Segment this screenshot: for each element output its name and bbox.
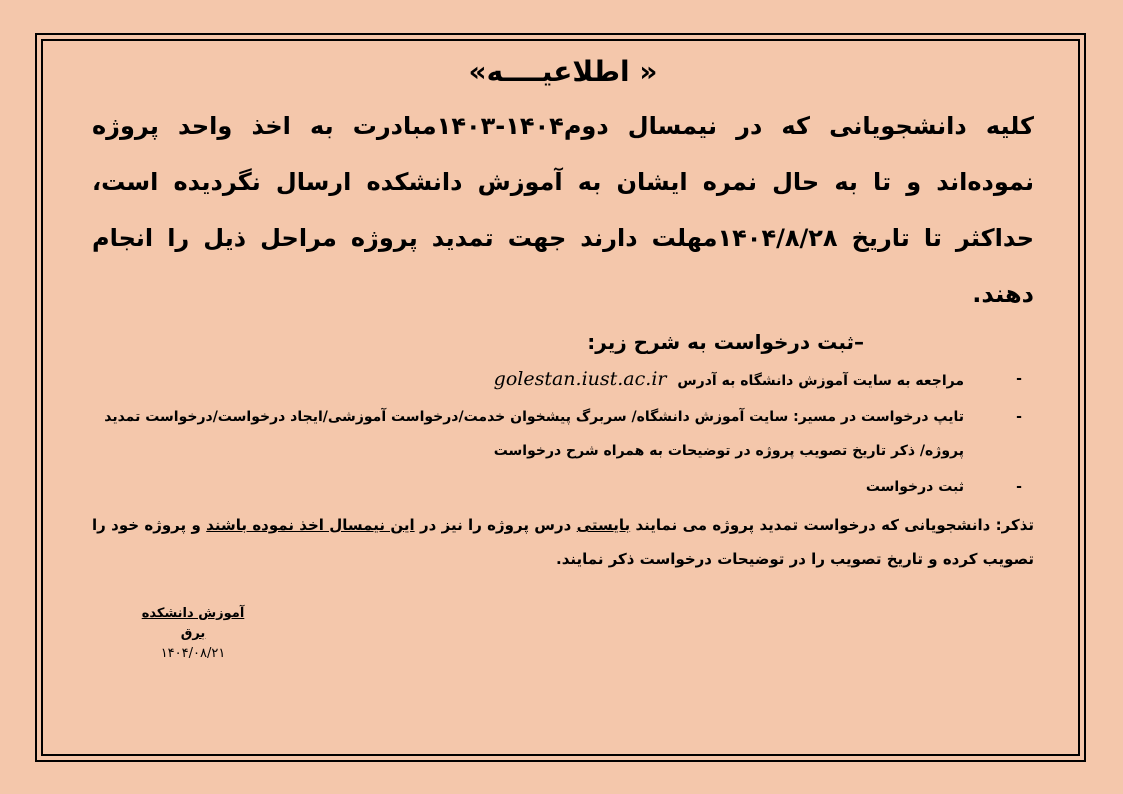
- step-bullet: -: [1016, 479, 1022, 495]
- step-item: [92, 470, 1034, 504]
- step-text: [92, 362, 1004, 398]
- step-text: ثبت درخواست: [865, 479, 964, 495]
- note-underlined-text: بایستی: [576, 516, 631, 534]
- notice-title: « اطلاعیــــه»: [468, 55, 658, 88]
- note-text: تذکر: دانشجویانی که درخواست تمدید پروژه می نمایند: [630, 516, 1035, 534]
- steps-heading: –ثبت درخواست به شرح زیر:: [587, 330, 864, 354]
- notice-content: [92, 44, 1034, 576]
- signature-office: آموزش دانشکده برق: [141, 606, 245, 641]
- note-text: درس پروژه را نیز در: [414, 516, 577, 534]
- step-bullet: -: [1016, 371, 1022, 387]
- step-item: [92, 362, 1034, 398]
- note-text: و پروژه خود را تصویب کرده و تاریخ تصویب را در توضیحات درخواست ذکر نمایند.: [92, 516, 1034, 568]
- signature-block: [128, 604, 258, 664]
- step-text: تایپ درخواست در مسیر: سایت آموزش دانشگاه/ سربرگ پیشخوان خدمت/درخواست آموزشی/ایجاد درخواست/درخواست تمدید پروژه/ ذکر تاریخ تصویب پروژه در توضیحات به همراه شرح درخواست: [104, 409, 964, 459]
- step-label: مراجعه به سایت آموزش دانشگاه به آدرس: [677, 373, 964, 389]
- step-bullet: -: [1016, 409, 1022, 425]
- signature-date: ۱۴۰۴/۰۸/۲۱: [160, 646, 226, 661]
- notice-main-text: کلیه دانشجویانی که در نیمسال دوم۱۴۰۴-۱۴۰۳مبادرت به اخذ واحد پروژه نموده‌اند و تا به حال نمره ایشان به آموزش دانشکده ارسال نگردیده است، حداکثر تا تاریخ ۱۴۰۴/۸/۲۸مهلت دارند جهت تمدید پروژه مراحل ذیل را انجام دهند.: [92, 112, 1034, 308]
- step-item: [92, 400, 1034, 468]
- reminder-note: [92, 508, 1034, 576]
- note-underlined-text: این نیمسال اخذ نموده باشند: [206, 516, 415, 534]
- website-url: golestan.iust.ac.ir: [493, 368, 667, 390]
